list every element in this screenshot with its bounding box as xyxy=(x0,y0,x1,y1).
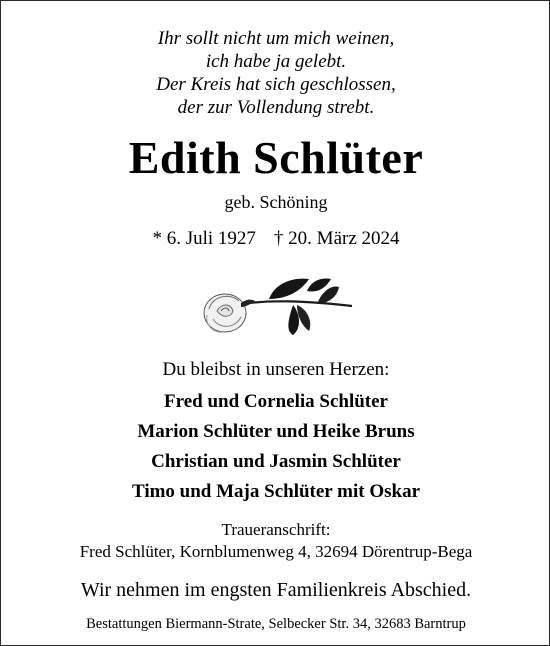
address-label: Traueranschrift: xyxy=(221,520,331,539)
birth-name: geb. Schöning xyxy=(224,192,328,212)
birth-date: * 6. Juli 1927 xyxy=(152,228,256,249)
life-dates xyxy=(1,228,550,250)
poem-line-1: Ihr sollt nicht um mich weinen, xyxy=(157,28,395,49)
death-date: † 20. März 2024 xyxy=(273,228,400,249)
mourner-3: Christian und Jasmin Schlüter xyxy=(151,451,401,472)
mourner-1: Fred und Cornelia Schlüter xyxy=(164,391,388,412)
poem-line-4: der zur Vollendung strebt. xyxy=(177,97,375,118)
poem-line-2: ich habe ja gelebt. xyxy=(205,51,347,72)
poem-line-3: Der Kreis hat sich geschlossen, xyxy=(156,74,396,95)
mourner-4: Timo und Maja Schlüter mit Oskar xyxy=(131,481,420,502)
rose-icon xyxy=(197,269,357,349)
deceased-name: Edith Schlüter xyxy=(128,132,424,183)
farewell-line: Wir nehmen im engsten Familienkreis Abschied. xyxy=(80,579,472,601)
mourner-2: Marion Schlüter und Heike Bruns xyxy=(137,421,415,442)
closing-line: Du bleibst in unseren Herzen: xyxy=(162,359,390,380)
undertaker-line: Bestattungen Biermann-Strate, Selbecker Str. 34, 32683 Barntrup xyxy=(86,616,466,632)
address-text: Fred Schlüter, Kornblumenweg 4, 32694 Dörentrup-Bega xyxy=(79,542,473,561)
